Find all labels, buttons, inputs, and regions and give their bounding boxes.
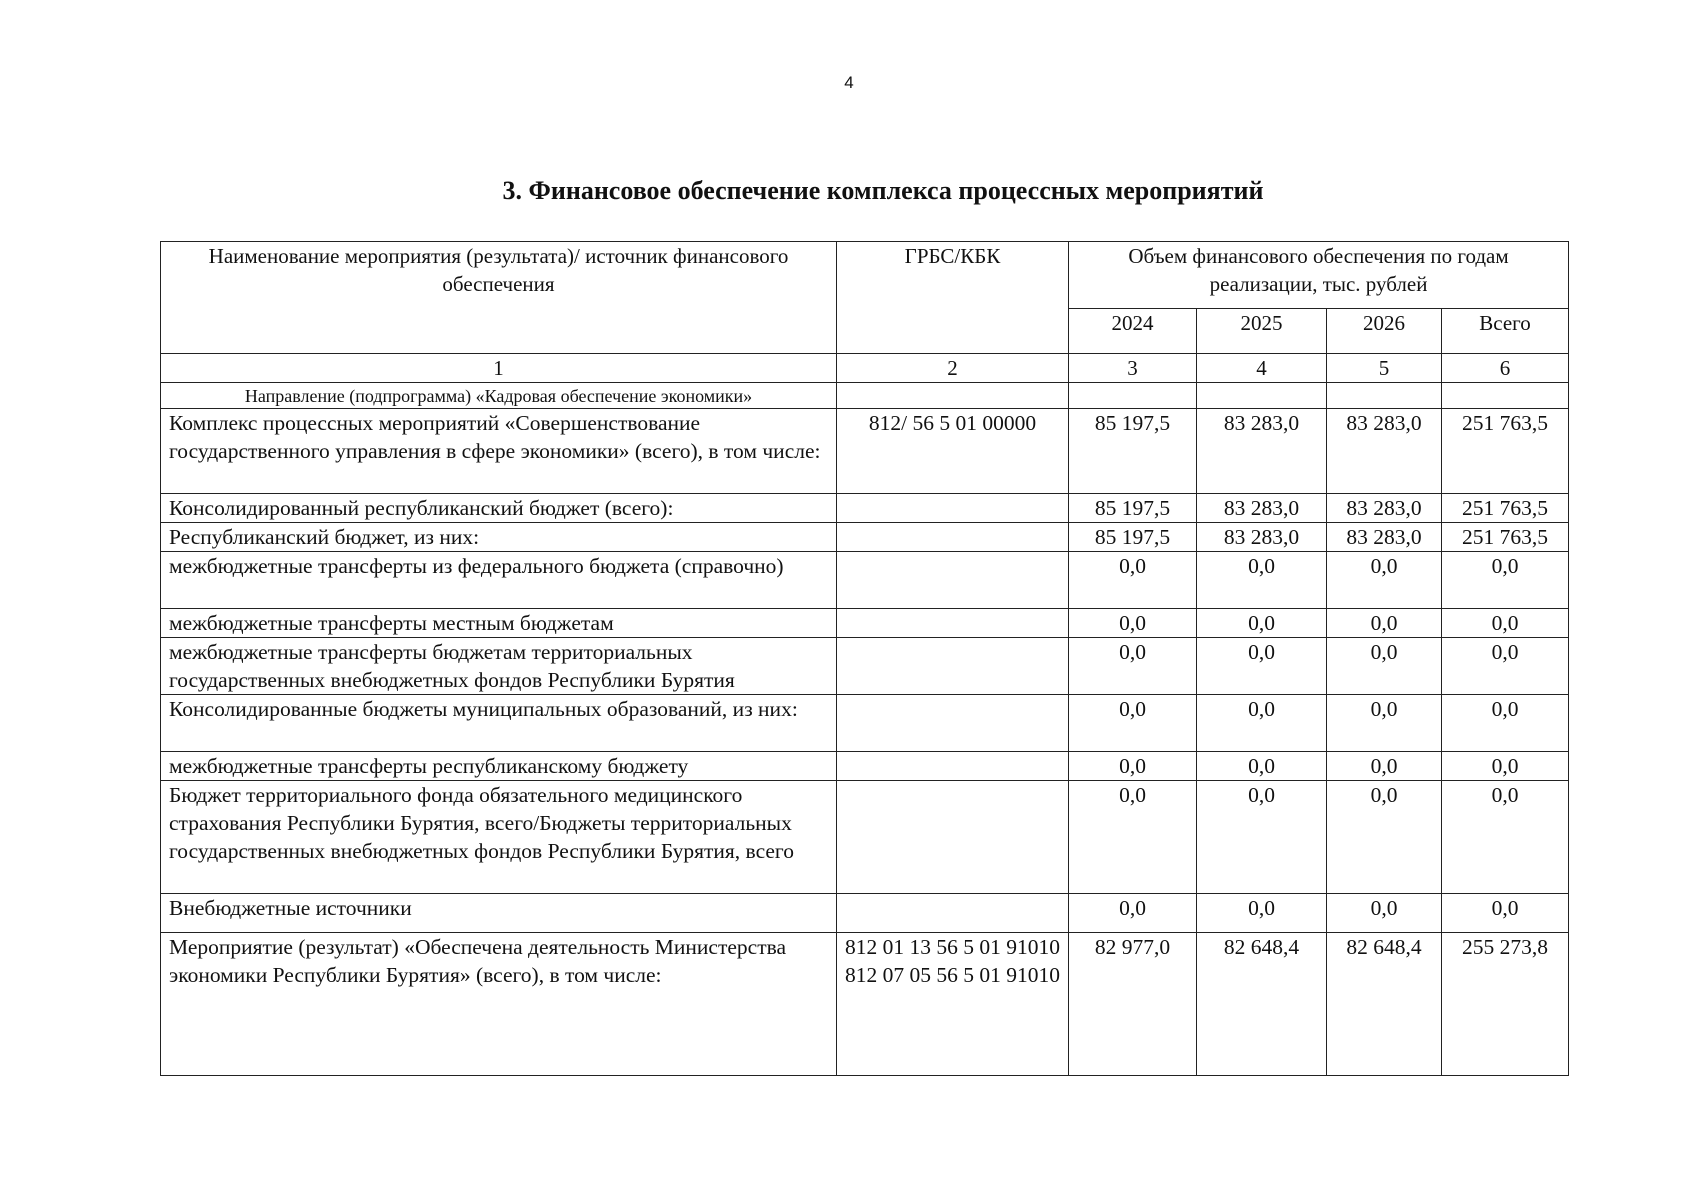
row-kbk xyxy=(837,695,1069,752)
empty-cell xyxy=(1327,383,1442,409)
row-name: Республиканский бюджет, из них: xyxy=(161,523,837,552)
row-value-2025: 0,0 xyxy=(1197,781,1327,894)
row-name: Консолидированный республиканский бюджет (всего): xyxy=(161,494,837,523)
row-kbk xyxy=(837,523,1069,552)
header-volume-col: Объем финансового обеспечения по годам реализации, тыс. рублей xyxy=(1069,242,1569,309)
table-row xyxy=(161,933,1569,1076)
row-value-2026: 0,0 xyxy=(1327,752,1442,781)
table-row xyxy=(161,409,1569,494)
row-value-2026: 0,0 xyxy=(1327,695,1442,752)
row-value-2026: 83 283,0 xyxy=(1327,409,1442,494)
column-number: 6 xyxy=(1442,354,1569,383)
row-kbk xyxy=(837,894,1069,933)
row-value-2026: 0,0 xyxy=(1327,609,1442,638)
section-row-label: Направление (подпрограмма) «Кадровая обеспечение экономики» xyxy=(161,383,837,409)
header-kbk-col: ГРБС/КБК xyxy=(837,242,1069,354)
row-value-2024: 0,0 xyxy=(1069,609,1197,638)
column-number: 1 xyxy=(161,354,837,383)
row-value-2026: 83 283,0 xyxy=(1327,523,1442,552)
table-row xyxy=(161,638,1569,695)
row-kbk xyxy=(837,781,1069,894)
row-value-2026: 82 648,4 xyxy=(1327,933,1442,1076)
table-row xyxy=(161,494,1569,523)
row-value-total: 255 273,8 xyxy=(1442,933,1569,1076)
row-value-2026: 0,0 xyxy=(1327,781,1442,894)
row-name: межбюджетные трансферты местным бюджетам xyxy=(161,609,837,638)
section-title: 3. Финансовое обеспечение комплекса процессных мероприятий xyxy=(502,176,1264,205)
row-value-2025: 0,0 xyxy=(1197,609,1327,638)
table-row xyxy=(161,894,1569,933)
row-value-total: 251 763,5 xyxy=(1442,523,1569,552)
table-row xyxy=(161,552,1569,609)
row-name: Бюджет территориального фонда обязательного медицинского страхования Республики Бурятия, всего/Бюджеты территориальных государственных внебюджетных фондов Республики Бурятия, всего xyxy=(161,781,837,894)
column-number: 4 xyxy=(1197,354,1327,383)
row-value-2024: 0,0 xyxy=(1069,638,1197,695)
row-name: Консолидированные бюджеты муниципальных образований, из них: xyxy=(161,695,837,752)
column-number: 3 xyxy=(1069,354,1197,383)
row-value-total: 0,0 xyxy=(1442,552,1569,609)
row-kbk xyxy=(837,752,1069,781)
row-name: межбюджетные трансферты республиканскому бюджету xyxy=(161,752,837,781)
header-name-col: Наименование мероприятия (результата)/ источник финансового обеспечения xyxy=(161,242,837,354)
row-value-2024: 0,0 xyxy=(1069,894,1197,933)
row-value-2026: 83 283,0 xyxy=(1327,494,1442,523)
row-value-2024: 85 197,5 xyxy=(1069,494,1197,523)
row-kbk xyxy=(837,552,1069,609)
row-value-2025: 82 648,4 xyxy=(1197,933,1327,1076)
row-kbk xyxy=(837,609,1069,638)
row-value-2024: 85 197,5 xyxy=(1069,523,1197,552)
row-value-2024: 0,0 xyxy=(1069,552,1197,609)
row-name: Комплекс процессных мероприятий «Совершенствование государственного управления в сфере экономики» (всего), в том числе: xyxy=(161,409,837,494)
row-name: Мероприятие (результат) «Обеспечена деятельность Министерства экономики Республики Бурятия» (всего), в том числе: xyxy=(161,933,837,1076)
row-value-2026: 0,0 xyxy=(1327,638,1442,695)
row-value-2024: 0,0 xyxy=(1069,781,1197,894)
empty-cell xyxy=(1442,383,1569,409)
page-number: 4 xyxy=(844,73,854,92)
table-row xyxy=(161,781,1569,894)
row-name: межбюджетные трансферты из федерального бюджета (справочно) xyxy=(161,552,837,609)
row-value-2025: 83 283,0 xyxy=(1197,409,1327,494)
table-row xyxy=(161,752,1569,781)
financing-table xyxy=(160,241,1569,1076)
row-name: Внебюджетные источники xyxy=(161,894,837,933)
empty-cell xyxy=(1197,383,1327,409)
header-total: Всего xyxy=(1442,309,1569,354)
row-kbk xyxy=(837,638,1069,695)
row-kbk xyxy=(837,494,1069,523)
row-value-2024: 0,0 xyxy=(1069,695,1197,752)
empty-cell xyxy=(1069,383,1197,409)
row-value-2026: 0,0 xyxy=(1327,552,1442,609)
row-value-total: 0,0 xyxy=(1442,781,1569,894)
header-year-2025: 2025 xyxy=(1197,309,1327,354)
column-number: 5 xyxy=(1327,354,1442,383)
row-value-total: 0,0 xyxy=(1442,894,1569,933)
row-value-2025: 0,0 xyxy=(1197,638,1327,695)
row-value-2025: 0,0 xyxy=(1197,552,1327,609)
row-value-2025: 0,0 xyxy=(1197,752,1327,781)
header-year-2026: 2026 xyxy=(1327,309,1442,354)
row-value-2025: 0,0 xyxy=(1197,695,1327,752)
row-value-total: 251 763,5 xyxy=(1442,409,1569,494)
row-value-total: 0,0 xyxy=(1442,638,1569,695)
row-value-2025: 83 283,0 xyxy=(1197,523,1327,552)
row-value-total: 0,0 xyxy=(1442,752,1569,781)
row-value-2024: 85 197,5 xyxy=(1069,409,1197,494)
row-value-2026: 0,0 xyxy=(1327,894,1442,933)
row-value-2025: 83 283,0 xyxy=(1197,494,1327,523)
row-name: межбюджетные трансферты бюджетам территориальных государственных внебюджетных фондов Республики Бурятия xyxy=(161,638,837,695)
empty-cell xyxy=(837,383,1069,409)
column-number: 2 xyxy=(837,354,1069,383)
row-value-2024: 82 977,0 xyxy=(1069,933,1197,1076)
row-value-total: 0,0 xyxy=(1442,609,1569,638)
row-value-total: 251 763,5 xyxy=(1442,494,1569,523)
header-year-2024: 2024 xyxy=(1069,309,1197,354)
row-value-2025: 0,0 xyxy=(1197,894,1327,933)
row-value-total: 0,0 xyxy=(1442,695,1569,752)
row-kbk: 812 01 13 56 5 01 91010 812 07 05 56 5 01 91010 xyxy=(837,933,1069,1076)
table-row xyxy=(161,609,1569,638)
row-value-2024: 0,0 xyxy=(1069,752,1197,781)
table-row xyxy=(161,523,1569,552)
row-kbk: 812/ 56 5 01 00000 xyxy=(837,409,1069,494)
table-row xyxy=(161,695,1569,752)
